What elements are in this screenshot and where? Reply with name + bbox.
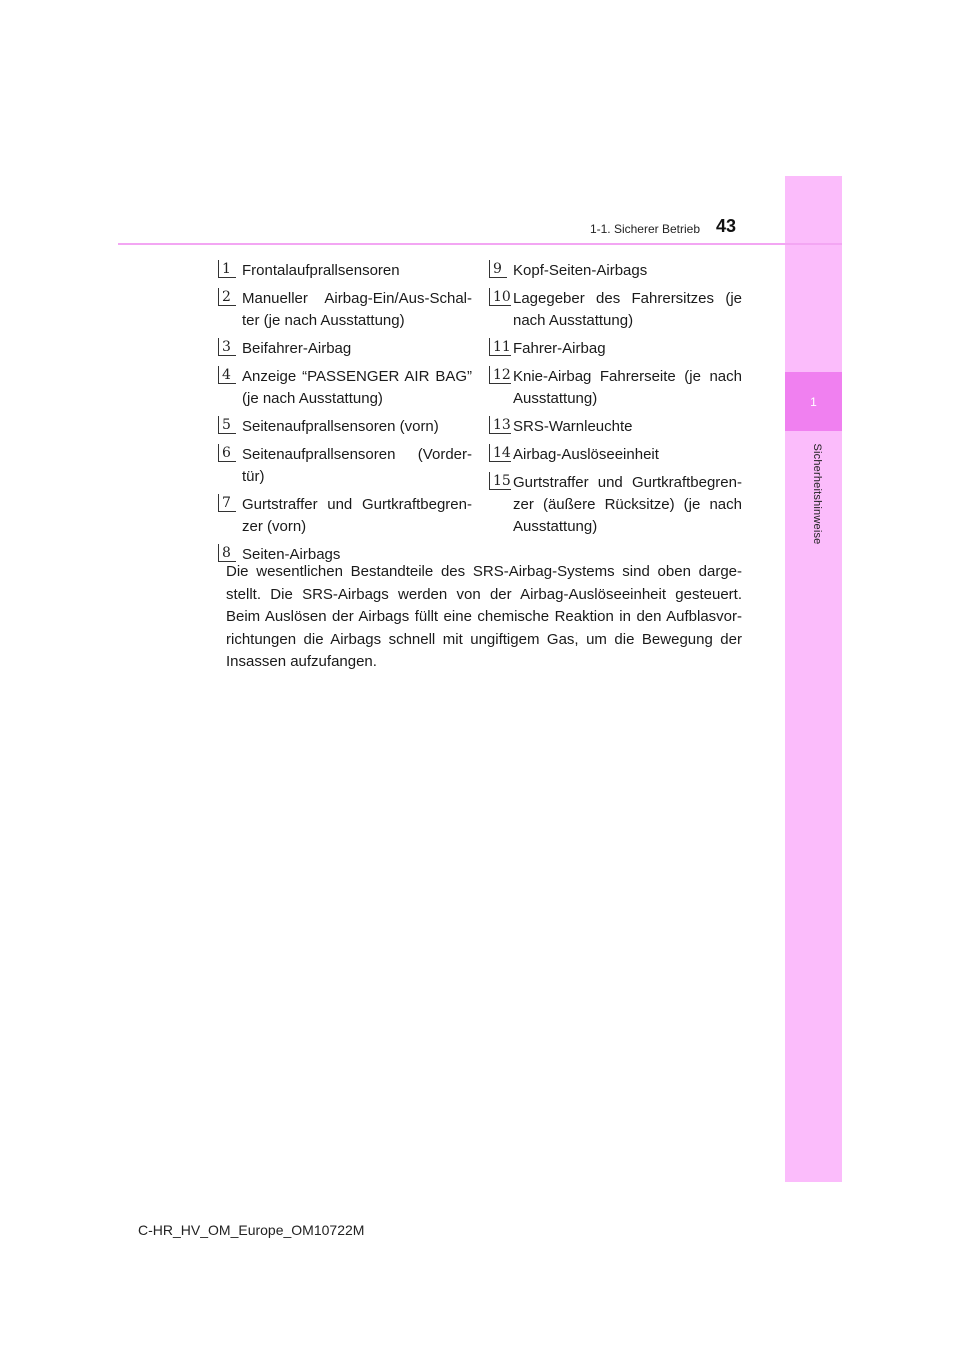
legend-text: Knie-Airbag Fahrerseite (je nach Ausstattung) [513, 368, 742, 407]
legend-text: Airbag-Auslöseeinheit [513, 446, 659, 463]
legend-text: Seitenaufprallsensoren (vorn) [242, 418, 439, 435]
chapter-tab [785, 176, 842, 1182]
legend-number: 8 [218, 544, 236, 562]
legend-number: 13 [489, 416, 511, 434]
legend-text: Anzeige “PASSENGER AIR BAG” (je nach Ausstattung) [242, 368, 472, 407]
legend-item [489, 338, 742, 360]
legend-text: Frontalaufprallsensoren [242, 262, 400, 279]
legend-item [489, 444, 742, 466]
legend-text: Seiten-Airbags [242, 546, 341, 563]
legend-item [489, 472, 742, 538]
legend-item [218, 288, 472, 332]
page-number: 43 [716, 216, 737, 236]
legend-number: 7 [218, 494, 236, 512]
legend-text: Gurtstraffer und Gurtkraftbegren-zer (vorn) [242, 496, 472, 535]
legend-item [489, 288, 742, 332]
legend-text: Gurtstraffer und Gurtkraftbegren-zer (äußere Rücksitze) (je nach Ausstattung) [513, 474, 742, 535]
document-id: C-HR_HV_OM_Europe_OM10722M [138, 1222, 365, 1238]
legend-number: 6 [218, 444, 236, 462]
legend-item [489, 366, 742, 410]
legend-item [218, 444, 472, 488]
legend-number: 11 [489, 338, 511, 356]
legend-number: 15 [489, 472, 511, 490]
legend-item [489, 260, 742, 282]
legend-item [218, 416, 472, 438]
legend-number: 14 [489, 444, 511, 462]
legend-left-column [218, 260, 472, 572]
legend-text: Beifahrer-Airbag [242, 340, 352, 357]
legend-number: 12 [489, 366, 511, 384]
legend-text: Kopf-Seiten-Airbags [513, 262, 648, 279]
legend-text: Seitenaufprallsensoren (Vorder-tür) [242, 446, 472, 485]
legend-item [218, 260, 472, 282]
legend-text: SRS-Warnleuchte [513, 418, 633, 435]
legend-number: 4 [218, 366, 236, 384]
legend-number: 2 [218, 288, 236, 306]
legend-number: 10 [489, 288, 511, 306]
legend-text: Manueller Airbag-Ein/Aus-Schal-ter (je nach Ausstattung) [242, 290, 472, 329]
legend-text: Fahrer-Airbag [513, 340, 606, 357]
chapter-title: Sicherheitshinweise [811, 443, 823, 545]
legend-item [489, 416, 742, 438]
legend-number: 1 [218, 260, 236, 278]
legend-number: 5 [218, 416, 236, 434]
legend-right-column [489, 260, 742, 544]
chapter-number-badge: 1 [785, 372, 842, 431]
legend-number: 9 [489, 260, 507, 278]
header-divider [118, 243, 842, 245]
legend-item [218, 338, 472, 360]
legend-item [218, 494, 472, 538]
description-paragraph: Die wesentlichen Bestandteile des SRS-Airbag-Systems sind oben darge-stellt. Die SRS-Airbags werden von der Airbag-Auslöseeinheit gesteuert. Beim Auslösen der Airbags füllt eine chemische Reaktion in den Aufblasvor-richtungen die Airbags schnell mit ungiftigem Gas, um die Bewegung der Insassen aufzufangen. [226, 563, 742, 671]
legend-number: 3 [218, 338, 236, 356]
section-title: 1-1. Sicherer Betrieb [589, 222, 700, 236]
legend-item [218, 366, 472, 410]
legend-text: Lagegeber des Fahrersitzes (je nach Ausstattung) [513, 290, 742, 329]
